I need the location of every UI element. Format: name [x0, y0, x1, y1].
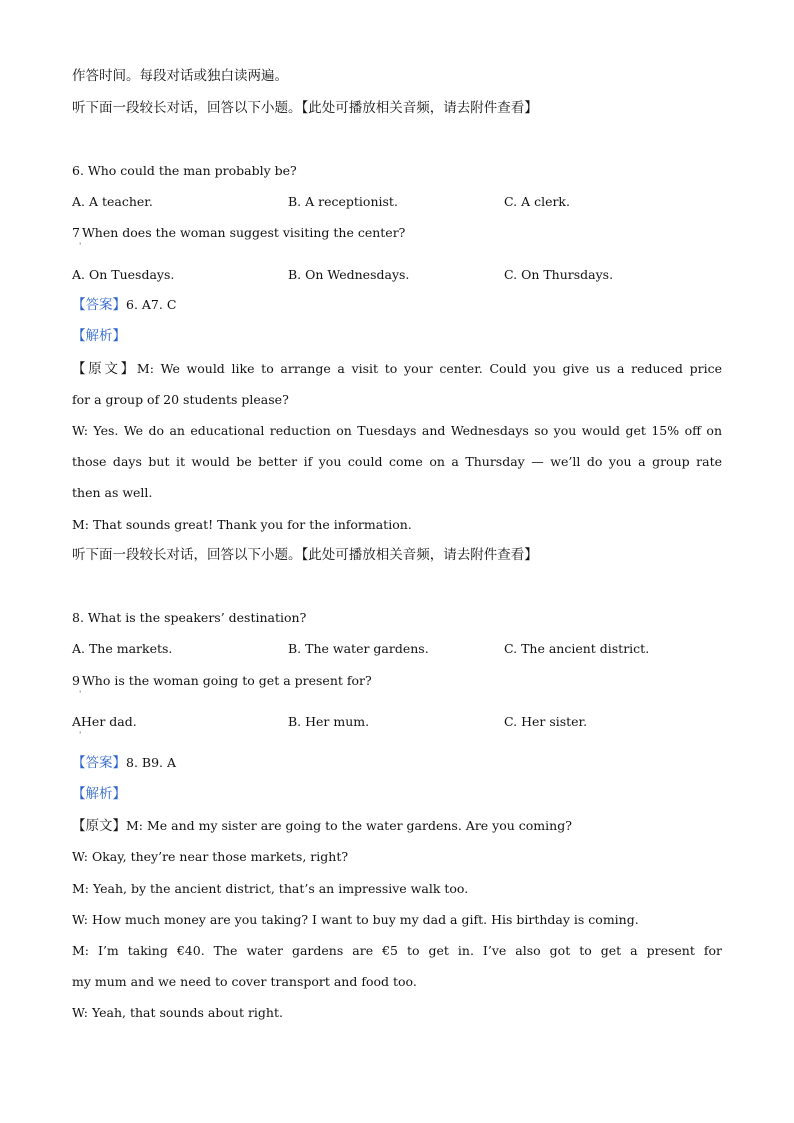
- answer-value: 6. A7. C: [126, 297, 177, 312]
- intro-line: 作答时间。每段对话或独白读两遍。: [72, 68, 288, 84]
- question-6: 6. Who could the man probably be?: [72, 163, 297, 178]
- answer-value: 8. B9. A: [126, 755, 177, 770]
- transcript-1-line-5: then as well.: [72, 485, 153, 500]
- answer-2: [72, 755, 176, 771]
- transcript-2-line-6: my mum and we need to cover transport and food too.: [72, 974, 417, 989]
- q9-option-c: C. Her sister.: [504, 714, 588, 729]
- stray-dot: ˈ: [79, 690, 82, 699]
- transcript-text: M: We would like to arrange a visit to your center. Could you give us a reduced price: [136, 361, 723, 376]
- question-7: [72, 225, 405, 241]
- q9-option-a: [72, 714, 137, 730]
- transcript-2-line-1: [72, 818, 572, 834]
- q7-option-b: B. On Wednesdays.: [288, 267, 410, 282]
- transcript-2-line-3: M: Yeah, by the ancient district, that’s an impressive walk too.: [72, 881, 469, 896]
- analysis-2: [72, 786, 126, 802]
- transcript-1-line-2: for a group of 20 students please?: [72, 392, 289, 407]
- listening-instruction-2: 听下面一段较长对话，回答以下小题。【此处可播放相关音频，请去附件查看】: [72, 547, 538, 563]
- question-9-text: Who is the woman going to get a present for?: [81, 673, 372, 688]
- transcript-2-line-2: W: Okay, they’re near those markets, right?: [72, 849, 349, 864]
- q8-option-b: B. The water gardens.: [288, 641, 429, 656]
- stray-dot: ˈ: [79, 731, 82, 740]
- transcript-2-line-4: W: How much money are you taking? I want to buy my dad a gift. His birthday is coming.: [72, 912, 639, 927]
- answer-1: [72, 297, 176, 313]
- question-9-number: 9: [72, 673, 80, 688]
- answer-label: 【答案】: [72, 297, 126, 313]
- transcript-label: 【原文】: [72, 818, 126, 834]
- transcript-1-line-1: [72, 361, 722, 377]
- transcript-1-line-4: those days but it would be better if you could come on a Thursday — we’ll do you a group rate: [72, 454, 722, 469]
- analysis-label: 【解析】: [72, 786, 126, 802]
- q9-option-b: B. Her mum.: [288, 714, 370, 729]
- q6-option-c: C. A clerk.: [504, 194, 570, 209]
- question-7-number: 7: [72, 225, 80, 240]
- q8-option-a: A. The markets.: [72, 641, 173, 656]
- analysis-1: [72, 328, 126, 344]
- transcript-2-line-5: M: I’m taking €40. The water gardens are €5 to get in. I’ve also got to get a present for: [72, 943, 722, 958]
- q8-option-c: C. The ancient district.: [504, 641, 650, 656]
- q9-option-a-text: Her dad.: [81, 714, 137, 729]
- q7-option-a: A. On Tuesdays.: [72, 267, 175, 282]
- q7-option-c: C. On Thursdays.: [504, 267, 614, 282]
- question-9: [72, 673, 372, 689]
- answer-label: 【答案】: [72, 755, 126, 771]
- stray-dot: ˈ: [79, 242, 82, 251]
- question-7-text: When does the woman suggest visiting the center?: [81, 225, 406, 240]
- q9-option-a-letter: A: [72, 714, 82, 729]
- q6-option-a: A. A teacher.: [72, 194, 153, 209]
- transcript-1-line-6: M: That sounds great! Thank you for the information.: [72, 517, 412, 532]
- transcript-text: M: Me and my sister are going to the water gardens. Are you coming?: [126, 818, 572, 833]
- question-8: 8. What is the speakers’ destination?: [72, 610, 307, 625]
- analysis-label: 【解析】: [72, 328, 126, 344]
- transcript-label: 【原文】: [72, 361, 137, 377]
- transcript-1-line-3: W: Yes. We do an educational reduction on Tuesdays and Wednesdays so you would get 15% off on: [72, 423, 722, 438]
- listening-instruction: 听下面一段较长对话，回答以下小题。【此处可播放相关音频，请去附件查看】: [72, 100, 538, 116]
- transcript-2-line-7: W: Yeah, that sounds about right.: [72, 1005, 283, 1020]
- q6-option-b: B. A receptionist.: [288, 194, 398, 209]
